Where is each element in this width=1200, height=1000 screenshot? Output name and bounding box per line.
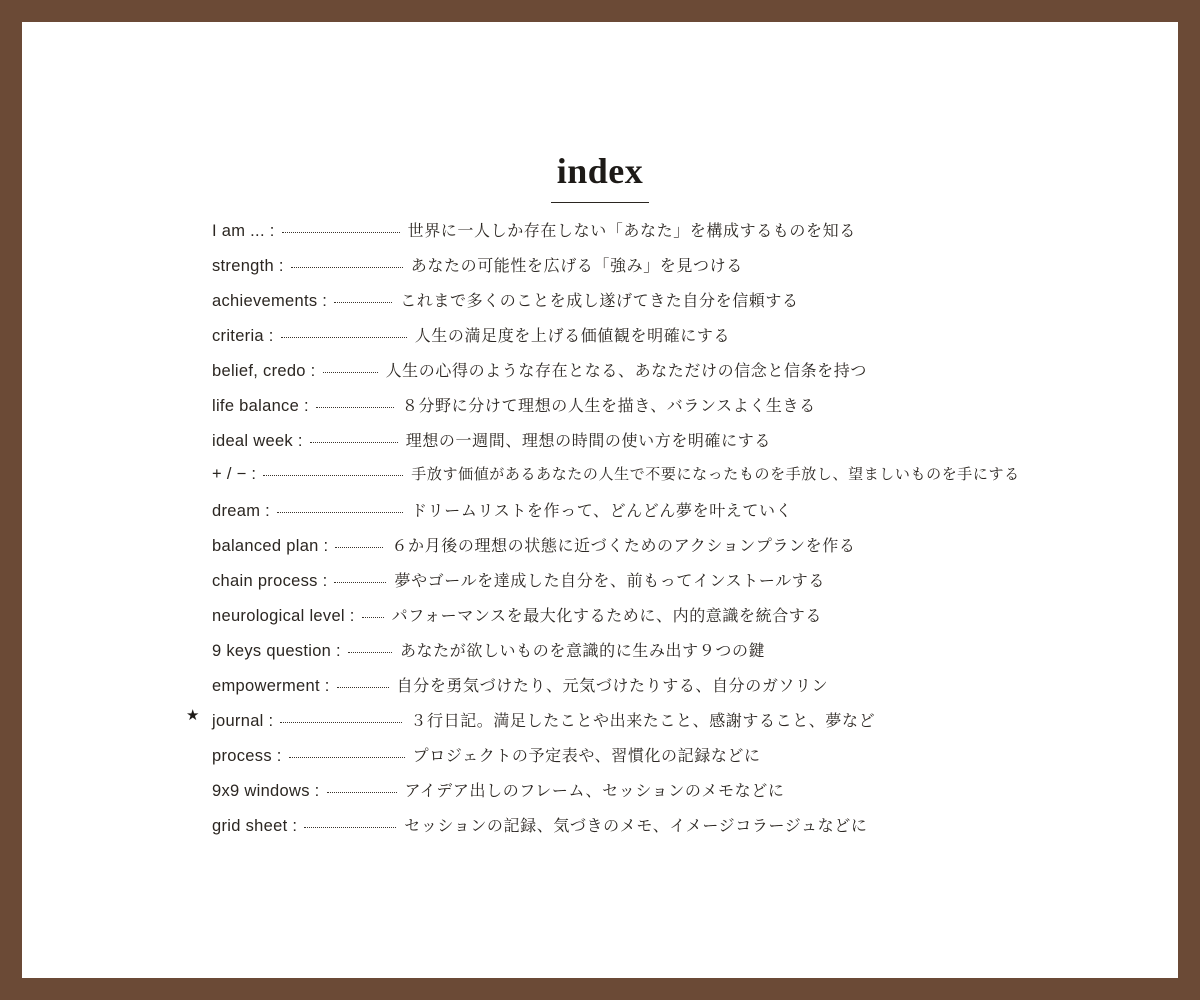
dot-leader bbox=[327, 786, 397, 793]
index-row[interactable] bbox=[22, 288, 1178, 323]
dot-leader bbox=[335, 541, 383, 548]
index-row-label: strength : bbox=[212, 257, 284, 275]
index-row-description: あなたが欲しいものを意識的に生み出す９つの鍵 bbox=[399, 641, 766, 660]
index-row-description: ドリームリストを作って、どんどん夢を叶えていく bbox=[411, 501, 793, 520]
index-row-label: life balance : bbox=[212, 397, 309, 415]
index-row[interactable] bbox=[22, 358, 1178, 393]
dot-leader bbox=[281, 331, 407, 338]
index-row-description: 人生の心得のような存在となる、あなただけの信念と信条を持つ bbox=[385, 361, 867, 380]
dot-leader bbox=[348, 646, 392, 653]
index-row[interactable] bbox=[22, 463, 1178, 498]
index-row[interactable] bbox=[22, 708, 1178, 743]
index-row[interactable] bbox=[22, 323, 1178, 358]
dot-leader bbox=[337, 681, 389, 688]
index-row-description: ６か月後の理想の状態に近づくためのアクションプランを作る bbox=[391, 536, 856, 555]
index-row-description: 自分を勇気づけたり、元気づけたりする、自分のガソリン bbox=[396, 676, 829, 695]
dot-leader bbox=[277, 506, 403, 513]
index-row-description: 手放す価値があるあなたの人生で不要になったものを手放し、望ましいものを手にする bbox=[411, 465, 1020, 483]
index-list bbox=[22, 218, 1178, 848]
index-row-label: + / − : bbox=[212, 465, 257, 483]
index-row-label: journal : bbox=[212, 712, 274, 730]
page-title-wrapper bbox=[22, 150, 1178, 203]
dot-leader bbox=[310, 436, 398, 443]
index-row[interactable] bbox=[22, 603, 1178, 638]
index-row-description: 人生の満足度を上げる価値観を明確にする bbox=[414, 326, 731, 345]
dot-leader bbox=[362, 611, 384, 618]
index-row[interactable] bbox=[22, 673, 1178, 708]
index-row-label: I am ... : bbox=[212, 222, 275, 240]
index-row-description: セッションの記録、気づきのメモ、イメージコラージュなどに bbox=[404, 816, 868, 835]
index-row[interactable] bbox=[22, 498, 1178, 533]
index-row-description: 理想の一週間、理想の時間の使い方を明確にする bbox=[405, 431, 771, 450]
index-row[interactable] bbox=[22, 533, 1178, 568]
dot-leader bbox=[323, 366, 378, 373]
star-icon: ★ bbox=[186, 707, 200, 724]
paper-sheet bbox=[22, 22, 1178, 978]
dot-leader bbox=[289, 751, 405, 758]
index-row-label: balanced plan : bbox=[212, 537, 329, 555]
index-row-label: 9x9 windows : bbox=[212, 782, 320, 800]
index-row-label: chain process : bbox=[212, 572, 328, 590]
index-row-label: achievements : bbox=[212, 292, 328, 310]
index-row[interactable] bbox=[22, 568, 1178, 603]
index-row-label: dream : bbox=[212, 502, 271, 520]
dot-leader bbox=[304, 821, 396, 828]
dot-leader bbox=[291, 261, 403, 268]
index-row-label: criteria : bbox=[212, 327, 274, 345]
dot-leader bbox=[263, 469, 403, 476]
index-row-label: 9 keys question : bbox=[212, 642, 341, 660]
index-row-description: ３行日記。満足したことや出来たこと、感謝すること、夢など bbox=[410, 711, 876, 730]
index-row[interactable] bbox=[22, 393, 1178, 428]
index-row-label: grid sheet : bbox=[212, 817, 298, 835]
index-row-description: アイデア出しのフレーム、セッションのメモなどに bbox=[404, 781, 785, 800]
index-row-description: パフォーマンスを最大化するために、内的意識を統合する bbox=[391, 606, 822, 625]
index-row-description: あなたの可能性を広げる「強み」を見つける bbox=[410, 256, 743, 275]
index-row[interactable] bbox=[22, 743, 1178, 778]
index-row-description: 世界に一人しか存在しない「あなた」を構成するものを知る bbox=[407, 221, 856, 240]
index-row-label: neurological level : bbox=[212, 607, 355, 625]
index-row-description: プロジェクトの予定表や、習慣化の記録などに bbox=[412, 746, 761, 765]
dot-leader bbox=[280, 716, 402, 723]
index-row[interactable] bbox=[22, 218, 1178, 253]
dot-leader bbox=[316, 401, 394, 408]
index-row[interactable] bbox=[22, 813, 1178, 848]
dot-leader bbox=[282, 226, 400, 233]
index-row-label: process : bbox=[212, 747, 282, 765]
index-row-label: ideal week : bbox=[212, 432, 303, 450]
index-row[interactable] bbox=[22, 778, 1178, 813]
index-row[interactable] bbox=[22, 253, 1178, 288]
index-row[interactable] bbox=[22, 428, 1178, 463]
index-row-description: ８分野に分けて理想の人生を描き、バランスよく生きる bbox=[401, 396, 816, 415]
dot-leader bbox=[334, 576, 386, 583]
index-row-label: belief, credo : bbox=[212, 362, 316, 380]
index-row[interactable] bbox=[22, 638, 1178, 673]
index-row-label: empowerment : bbox=[212, 677, 330, 695]
page-title: index bbox=[551, 150, 650, 203]
index-row-description: 夢やゴールを達成した自分を、前もってインストールする bbox=[394, 571, 825, 590]
index-row-description: これまで多くのことを成し遂げてきた自分を信頼する bbox=[400, 291, 799, 310]
dot-leader bbox=[334, 296, 392, 303]
